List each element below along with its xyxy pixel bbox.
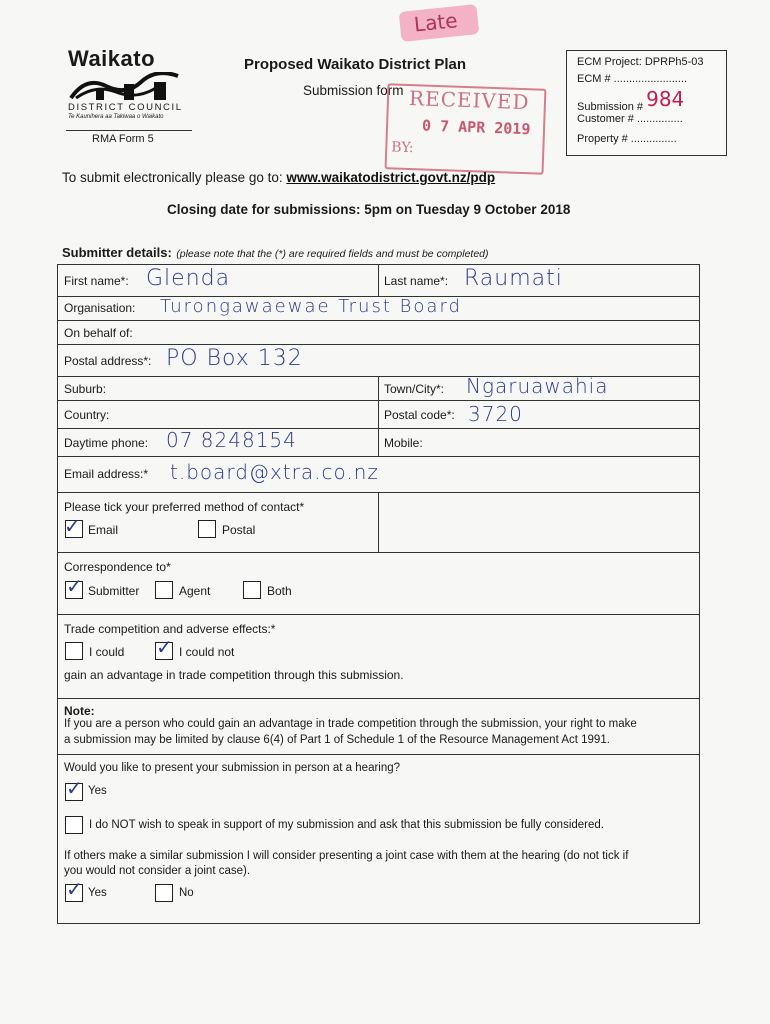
both-checkbox[interactable] <box>243 581 261 599</box>
daytime-phone-label: Daytime phone: <box>64 436 149 450</box>
postal-code-label: Postal code*: <box>384 408 455 422</box>
both-label: Both <box>267 584 292 598</box>
i-could-not-label: I could not <box>179 645 235 659</box>
mobile-label: Mobile: <box>384 436 423 450</box>
submit-instructions: To submit electronically please go to: www.waikatodistrict.govt.nz/pdp <box>62 170 496 185</box>
correspondence-question: Correspondence to* <box>64 560 171 574</box>
trade-competition-question: Trade competition and adverse effects:* <box>64 622 276 636</box>
hearing-question: Would you like to present your submission in person at a hearing? <box>64 762 401 774</box>
email-label: Email address:* <box>64 467 149 481</box>
i-could-not-tick-icon: ✓ <box>156 635 173 659</box>
joint-case-line-2: you would not consider a joint case). <box>64 865 251 877</box>
joint-yes-label: Yes <box>88 887 107 899</box>
logo-council: DISTRICT COUNCIL <box>68 102 183 113</box>
customer-number: Customer # ............... <box>577 113 683 125</box>
submission-url-link[interactable]: www.waikatodistrict.govt.nz/pdp <box>286 170 496 185</box>
submission-number: Submission # 984 <box>577 87 685 113</box>
logo-name: Waikato <box>68 46 156 71</box>
logo-maori: Te Kaunihera aa Takiwaa o Waikato <box>68 114 164 120</box>
note-line-2: a submission may be limited by clause 6(4) of Part 1 of Schedule 1 of the Resource Management Act 1991. <box>64 734 610 746</box>
office-use-box <box>566 50 727 156</box>
last-name-label: Last name*: <box>384 274 449 288</box>
email-contact-label: Email <box>88 523 119 537</box>
town-field[interactable]: Ngaruawahia <box>466 374 609 398</box>
agent-label: Agent <box>179 584 211 598</box>
postal-contact-checkbox[interactable] <box>198 520 216 538</box>
page-title: Proposed Waikato District Plan <box>244 56 466 73</box>
joint-case-line-1: If others make a similar submission I will consider presenting a joint case with them at the hearing (do not tick if <box>64 850 629 862</box>
postal-code-field[interactable]: 3720 <box>468 402 523 426</box>
logo-wave-icon <box>66 72 184 102</box>
i-could-checkbox[interactable] <box>65 642 83 660</box>
country-label: Country: <box>64 408 110 422</box>
submitter-tick-icon: ✓ <box>66 574 83 598</box>
late-stamp: Late <box>399 4 480 42</box>
note-line-1: If you are a person who could gain an advantage in trade competition through the submission, your right to make <box>64 718 637 730</box>
postal-address-field[interactable]: PO Box 132 <box>166 346 303 371</box>
received-stamp: RECEIVED 0 7 APR 2019 BY: <box>385 83 547 174</box>
first-name-field[interactable]: Glenda <box>146 266 231 291</box>
hearing-yes-tick-icon: ✓ <box>66 776 83 800</box>
no-speak-checkbox[interactable] <box>65 816 83 834</box>
organisation-field[interactable]: Turongawaewae Trust Board <box>160 296 462 317</box>
daytime-phone-field[interactable]: 07 8248154 <box>166 428 297 452</box>
email-field[interactable]: t.board@xtra.co.nz <box>170 460 379 484</box>
hearing-yes-label: Yes <box>88 785 107 797</box>
first-name-label: First name*: <box>64 274 129 288</box>
last-name-field[interactable]: Raumati <box>464 266 563 291</box>
property-number: Property # ............... <box>577 133 677 145</box>
rma-form: RMA Form 5 <box>92 133 154 145</box>
trade-competition-footer: gain an advantage in trade competition through this submission. <box>64 668 404 682</box>
submitter-label: Submitter <box>88 584 140 598</box>
joint-no-label: No <box>179 887 194 899</box>
on-behalf-label: On behalf of: <box>64 326 133 340</box>
postal-contact-label: Postal <box>222 523 256 537</box>
contact-method-question: Please tick your preferred method of contact* <box>64 500 305 514</box>
postal-address-label: Postal address*: <box>64 354 152 368</box>
ecm-number: ECM # ........................ <box>577 73 688 85</box>
note-heading: Note: <box>64 704 95 718</box>
ecm-project: ECM Project: DPRPh5-03 <box>577 56 704 68</box>
agent-checkbox[interactable] <box>155 581 173 599</box>
page-subtitle: Submission form <box>303 83 404 98</box>
suburb-label: Suburb: <box>64 382 107 396</box>
organisation-label: Organisation: <box>64 301 136 315</box>
waikato-logo <box>62 46 192 126</box>
closing-date: Closing date for submissions: 5pm on Tuesday 9 October 2018 <box>167 202 571 217</box>
submitter-heading: Submitter details: (please note that the (*) are required fields and must be completed) <box>62 245 489 260</box>
joint-yes-tick-icon: ✓ <box>66 877 83 901</box>
email-tick-icon: ✓ <box>64 514 81 538</box>
submission-number-value: 984 <box>646 87 685 111</box>
no-speak-label: I do NOT wish to speak in support of my submission and ask that this submission be fully considered. <box>89 819 604 831</box>
i-could-label: I could <box>89 645 125 659</box>
joint-no-checkbox[interactable] <box>155 884 173 902</box>
town-label: Town/City*: <box>384 382 445 396</box>
